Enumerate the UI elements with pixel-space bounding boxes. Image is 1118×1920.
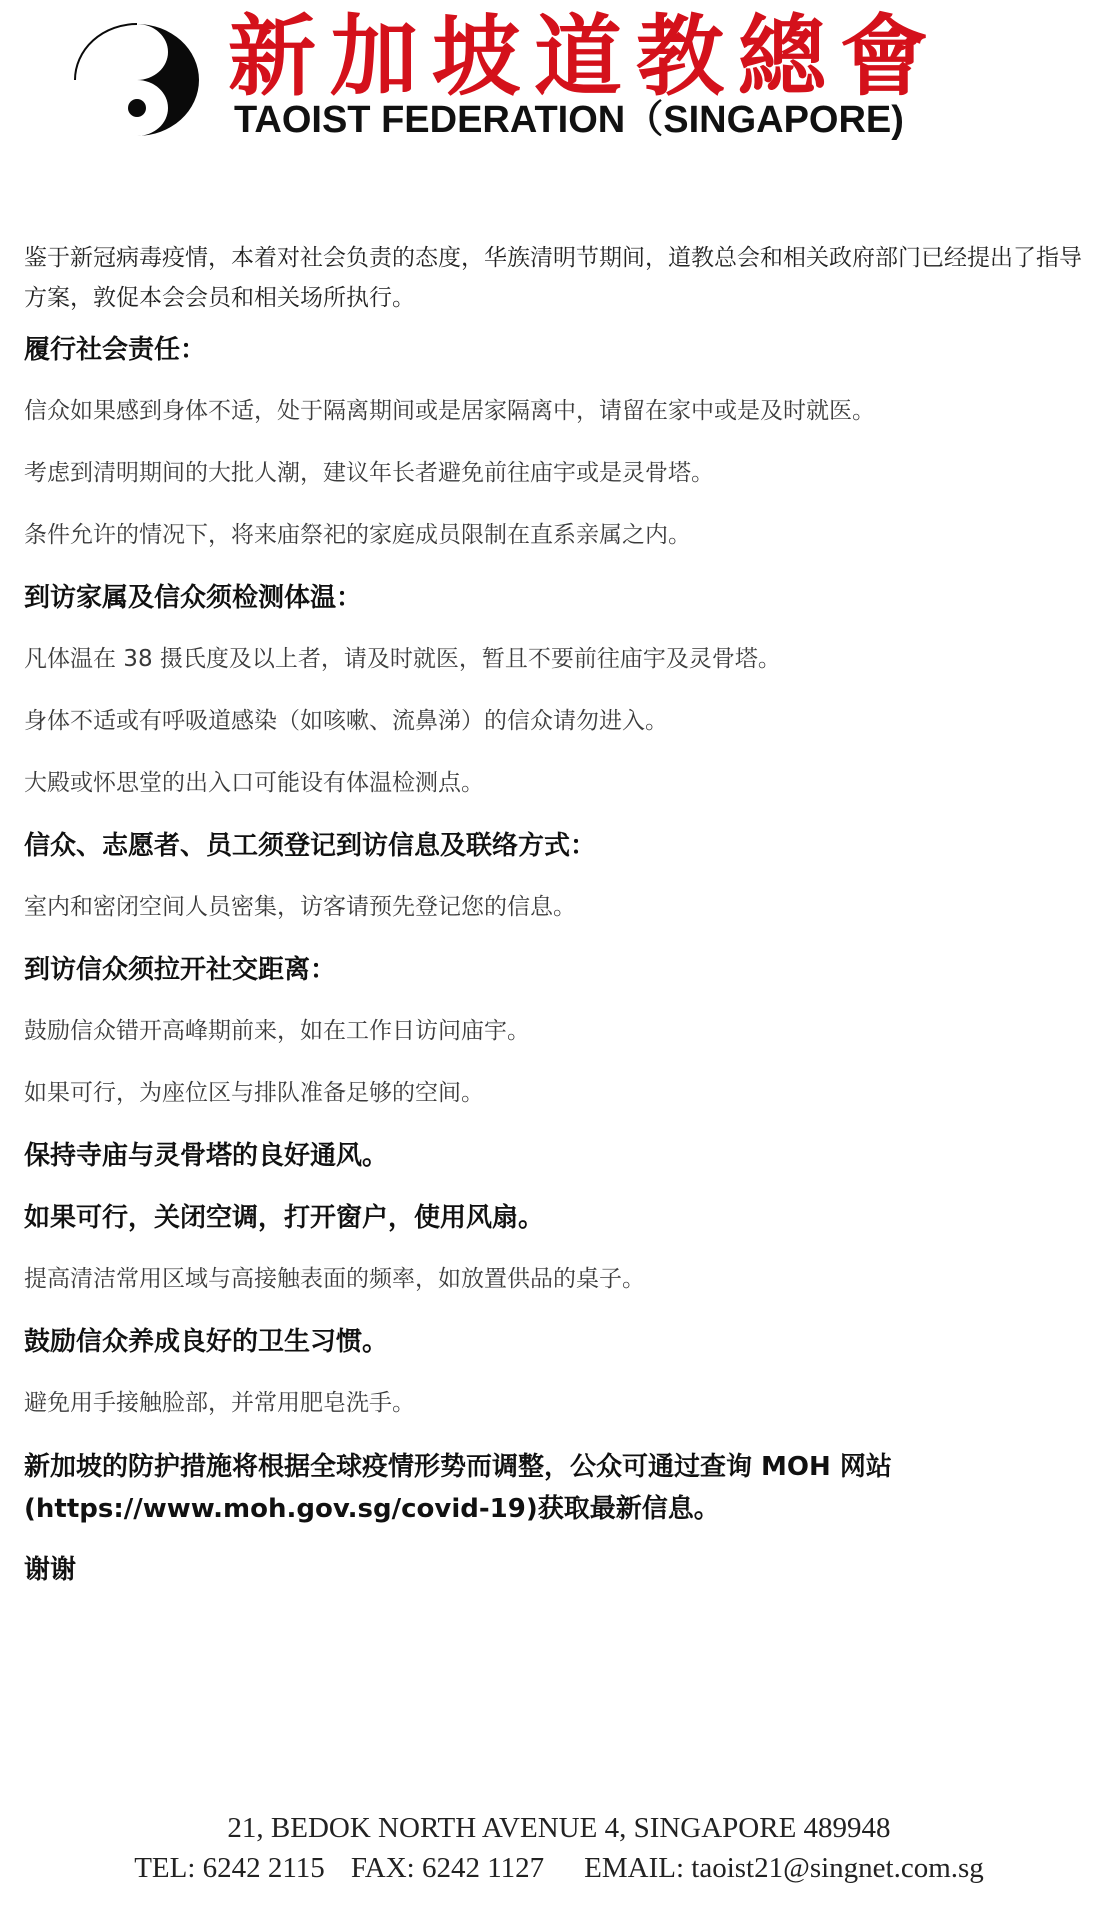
section-heading: 鼓励信众养成良好的卫生习惯。: [24, 1327, 389, 1357]
section-item: 提高清洁常用区域与高接触表面的频率，如放置供品的桌子。: [24, 1266, 645, 1292]
thanks-text: 谢谢: [24, 1555, 77, 1585]
section: [24, 1198, 1084, 1298]
footer-email: EMAIL: taoist21@singnet.com.sg: [584, 1852, 984, 1884]
letterhead: [0, 0, 1118, 160]
section-item: 避免用手接触脸部，并常用肥皂洗手。: [24, 1390, 415, 1416]
section-heading: 履行社会责任：: [24, 335, 207, 365]
section-heading: 信众、志愿者、员工须登记到访信息及联络方式：: [24, 831, 597, 861]
section-heading: 到访家属及信众须检测体温：: [24, 583, 363, 613]
section-item: 凡体温在 38 摄氏度及以上者，请及时就医，暂且不要前往庙宇及灵骨塔。: [24, 646, 781, 672]
section-heading: 到访信众须拉开社交距离：: [24, 955, 337, 985]
notice-body: [24, 238, 1084, 1590]
section: [24, 826, 1084, 926]
footer-fax: FAX: 6242 1127: [350, 1852, 545, 1884]
section-item: 大殿或怀思堂的出入口可能设有体温检测点。: [24, 770, 484, 796]
section: [24, 578, 1084, 802]
section: [24, 330, 1084, 554]
section-heading: 保持寺庙与灵骨塔的良好通风。: [24, 1141, 389, 1171]
organization-name-chinese: 新加坡道教總會: [228, 4, 943, 108]
section: [24, 1136, 1084, 1176]
letterhead-footer: [0, 1808, 1118, 1888]
intro-paragraph: 鉴于新冠病毒疫情，本着对社会负责的态度，华族清明节期间，道教总会和相关政府部门已经提出了指导方案，敦促本会会员和相关场所执行。: [24, 245, 1082, 311]
closing-paragraph: 新加坡的防护措施将根据全球疫情形势而调整，公众可通过查询 MOH 网站(https://www.moh.gov.sg/covid-19)获取最新信息。: [24, 1452, 892, 1524]
section-item: 条件允许的情况下，将来庙祭祀的家庭成员限制在直系亲属之内。: [24, 522, 691, 548]
organization-name-english: TAOIST FEDERATION（SINGAPORE): [234, 99, 904, 141]
section-item: 鼓励信众错开高峰期前来，如在工作日访问庙宇。: [24, 1018, 530, 1044]
section-item: 身体不适或有呼吸道感染（如咳嗽、流鼻涕）的信众请勿进入。: [24, 708, 668, 734]
section-item: 信众如果感到身体不适，处于隔离期间或是居家隔离中，请留在家中或是及时就医。: [24, 398, 875, 424]
section-item: 如果可行，为座位区与排队准备足够的空间。: [24, 1080, 484, 1106]
yin-yang-logo-icon: [68, 18, 206, 136]
section: [24, 1322, 1084, 1422]
section: [24, 950, 1084, 1112]
section-item: 室内和密闭空间人员密集，访客请预先登记您的信息。: [24, 894, 576, 920]
footer-tel: TEL: 6242 2115: [134, 1852, 325, 1884]
section-heading: 如果可行，关闭空调，打开窗户，使用风扇。: [24, 1203, 545, 1233]
footer-address: 21, BEDOK NORTH AVENUE 4, SINGAPORE 489948: [227, 1812, 891, 1844]
section-item: 考虑到清明期间的大批人潮，建议年长者避免前往庙宇或是灵骨塔。: [24, 460, 714, 486]
footer-contacts: [0, 1848, 1118, 1888]
